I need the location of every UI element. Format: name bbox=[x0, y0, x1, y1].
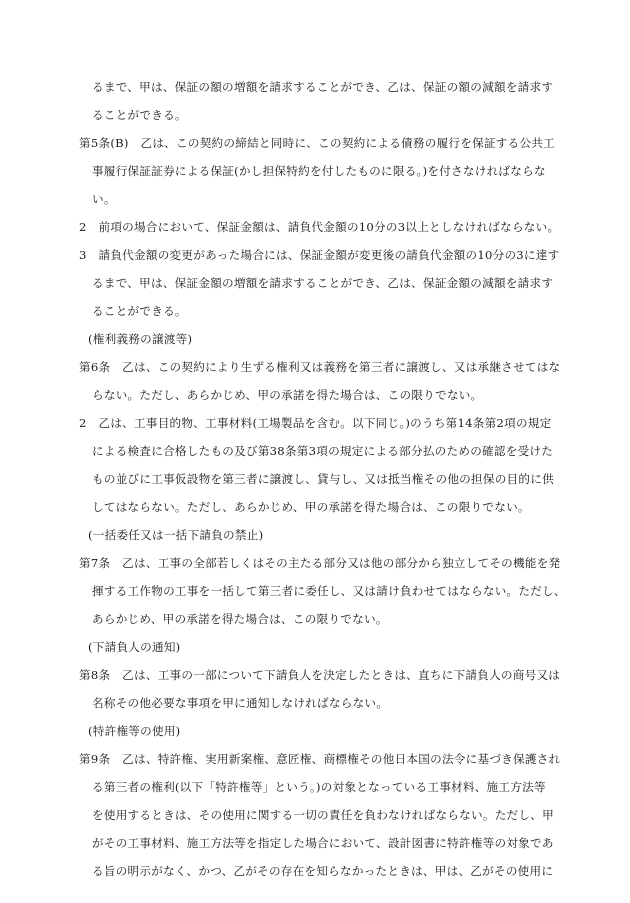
text-line: ることができる。 bbox=[92, 304, 187, 318]
text-line: る第三者の権利(以下「特許権等」という。)の対象となっている工事材料、施工方法等 bbox=[92, 780, 546, 794]
text-line: る旨の明示がなく、かつ、乙がその存在を知らなかったときは、甲は、乙がその使用に bbox=[92, 864, 554, 878]
paragraph-3-line: 3 請負代金額の変更があった場合には、保証金額が変更後の請負代金額の10分の3に達す bbox=[79, 248, 560, 262]
paragraph-2-line: 2 前項の場合において、保証金額は、請負代金額の10分の3以上としなければならない。 bbox=[79, 220, 560, 234]
text-line: い。 bbox=[92, 192, 116, 206]
text-line: 揮する工作物の工事を一括して第三者に委任し、又は請け負わせてはならない。ただし、 bbox=[92, 584, 566, 598]
section-caption: (一括委任又は一括下請負の禁止) bbox=[88, 528, 264, 542]
article-6-heading-line: 第6条 乙は、この契約により生ずる権利又は義務を第三者に譲渡し、又は承継させてはな bbox=[79, 360, 561, 374]
text-line: るまで、甲は、保証金額の増額を請求することができ、乙は、保証金額の減額を請求す bbox=[92, 276, 554, 290]
article-5b-heading-line: 第5条(B) 乙は、この契約の締結と同時に、この契約による債務の履行を保証する公共工 bbox=[79, 136, 556, 150]
text-line: がその工事材料、施工方法等を指定した場合において、設計図書に特許権等の対象であ bbox=[92, 836, 554, 850]
text-line: による検査に合格したもの及び第38条第3項の規定による部分払のための確認を受けた bbox=[92, 444, 554, 458]
text-line: を使用するときは、その使用に関する一切の責任を負わなければならない。ただし、甲 bbox=[92, 808, 554, 822]
text-line: ることができる。 bbox=[92, 108, 187, 122]
text-line: あらかじめ、甲の承諾を得た場合は、この限りでない。 bbox=[92, 612, 388, 626]
section-caption: (下請負人の通知) bbox=[88, 640, 181, 654]
article-7-heading-line: 第7条 乙は、工事の全部若しくはその主たる部分又は他の部分から独立してその機能を発 bbox=[79, 556, 561, 570]
article-9-heading-line: 第9条 乙は、特許権、実用新案権、意匠権、商標権その他日本国の法令に基づき保護され bbox=[79, 752, 561, 766]
text-line: 名称その他必要な事項を甲に通知しなければならない。 bbox=[92, 696, 389, 710]
section-caption: (特許権等の使用) bbox=[88, 724, 181, 738]
text-line: 事履行保証証券による保証(かし担保特約を付したものに限る。)を付さなければならな bbox=[92, 164, 546, 178]
section-caption: (権利義務の譲渡等) bbox=[88, 332, 193, 346]
paragraph-2-line: 2 乙は、工事目的物、工事材料(工場製品を含む。以下同じ。)のうち第14条第2項の規定 bbox=[79, 416, 552, 430]
text-line: らない。ただし、あらかじめ、甲の承諾を得た場合は、この限りでない。 bbox=[92, 388, 483, 402]
text-line: もの並びに工事仮設物を第三者に譲渡し、貸与し、又は抵当権その他の担保の目的に供 bbox=[92, 472, 554, 486]
text-line: してはならない。ただし、あらかじめ、甲の承諾を得た場合は、この限りでない。 bbox=[92, 500, 530, 514]
article-8-heading-line: 第8条 乙は、工事の一部について下請負人を決定したときは、直ちに下請負人の商号又は bbox=[79, 668, 561, 682]
text-line: るまで、甲は、保証の額の増額を請求することができ、乙は、保証の額の減額を請求す bbox=[92, 80, 554, 94]
